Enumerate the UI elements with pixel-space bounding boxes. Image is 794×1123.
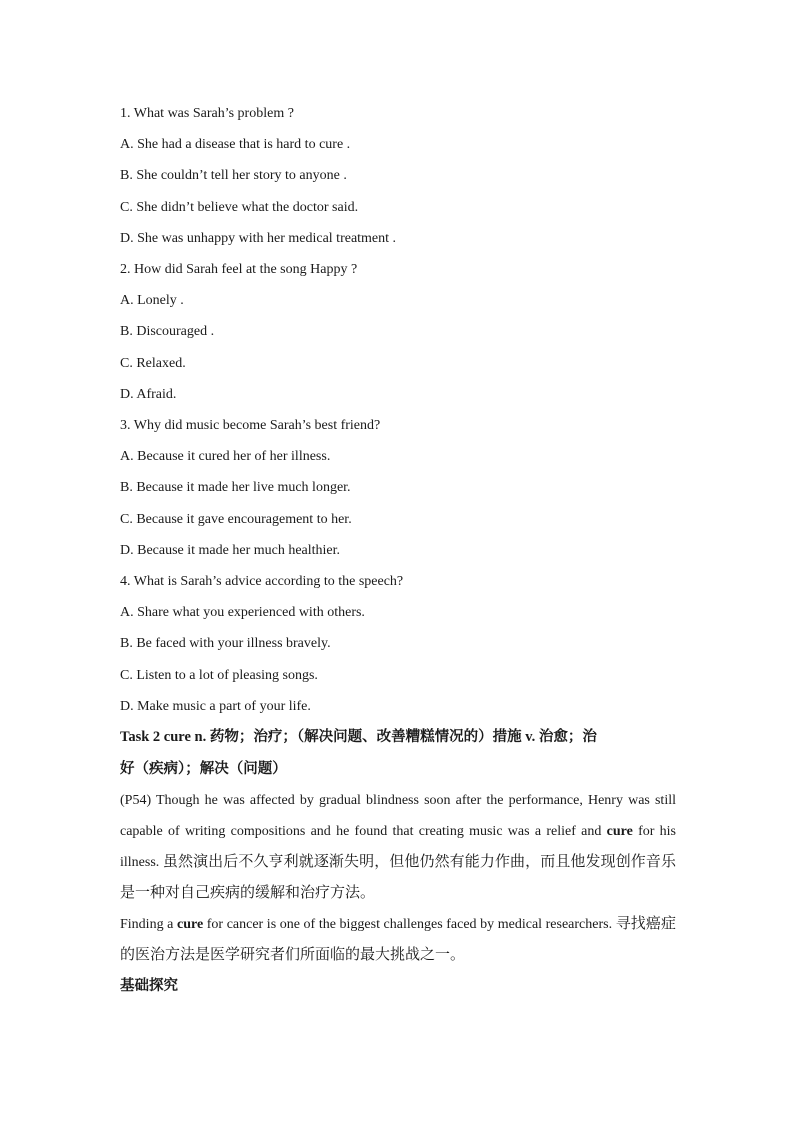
question-3-option-b: B. Because it made her live much longer.	[120, 480, 351, 496]
example-1-chinese-translation: 虽然演出后不久亨利就逐渐失明，但他仍然有能力作曲，而且他发现创作音乐是一种对自己疾病的缓解和治疗方法。	[120, 854, 676, 902]
example-1-english-start: (P54) Though he was affected by gradual blindness soon after the performance, Henry was still capable of writing compositions and he found that creating music was a relief and	[120, 793, 676, 840]
example-sentence-2	[120, 909, 676, 971]
question-4-option-b: B. Be faced with your illness bravely.	[120, 636, 331, 652]
example-1-keyword: cure	[606, 824, 633, 840]
question-4-option-a: A. Share what you experienced with others.	[120, 605, 365, 621]
question-3-option-a: A. Because it cured her of her illness.	[120, 449, 331, 465]
task-2-definition-line-1: Task 2 cure n. 药物；治疗；（解决问题、改善糟糕情况的）措施 v. 治愈；治	[120, 729, 597, 746]
example-2-chinese-translation: 寻找癌症的医治方法是医学研究者们所面临的最大挑战之一。	[120, 916, 676, 964]
question-2-option-a: A. Lonely .	[120, 293, 184, 309]
example-1-english-end: for his illness.	[120, 824, 676, 871]
question-1-stem: 1. What was Sarah’s problem ?	[120, 106, 294, 121]
question-1-option-b: B. She couldn’t tell her story to anyone .	[120, 168, 347, 184]
question-1-option-a: A. She had a disease that is hard to cure .	[120, 137, 351, 153]
example-sentence-1	[120, 785, 676, 909]
example-2-keyword: cure	[176, 917, 204, 933]
question-4-option-d: D. Make music a part of your life.	[120, 698, 311, 714]
document-page	[120, 98, 676, 1002]
example-2-english-end: for cancer is one of the biggest challenges faced by medical researchers.	[203, 917, 616, 933]
question-2-option-c: C. Relaxed.	[120, 355, 186, 371]
question-2-option-b: B. Discouraged .	[120, 324, 215, 340]
question-4-option-c: C. Listen to a lot of pleasing songs.	[120, 667, 318, 683]
question-3-stem: 3. Why did music become Sarah’s best friend?	[120, 418, 381, 434]
section-heading: 基础探究	[120, 978, 178, 995]
question-3-option-c: C. Because it gave encouragement to her.	[120, 511, 352, 527]
example-2-english-start: Finding a	[120, 917, 177, 933]
question-2-option-d: D. Afraid.	[120, 386, 177, 402]
question-1-option-d: D. She was unhappy with her medical treatment .	[120, 230, 397, 246]
task-2-definition-line-2: 好（疾病）；解决（问题）	[120, 760, 287, 777]
question-4-stem: 4. What is Sarah’s advice according to the speech?	[120, 574, 404, 590]
question-2-stem: 2. How did Sarah feel at the song Happy ?	[120, 262, 358, 278]
question-3-option-d: D. Because it made her much healthier.	[120, 542, 341, 558]
question-1-option-c: C. She didn’t believe what the doctor said.	[120, 199, 359, 215]
